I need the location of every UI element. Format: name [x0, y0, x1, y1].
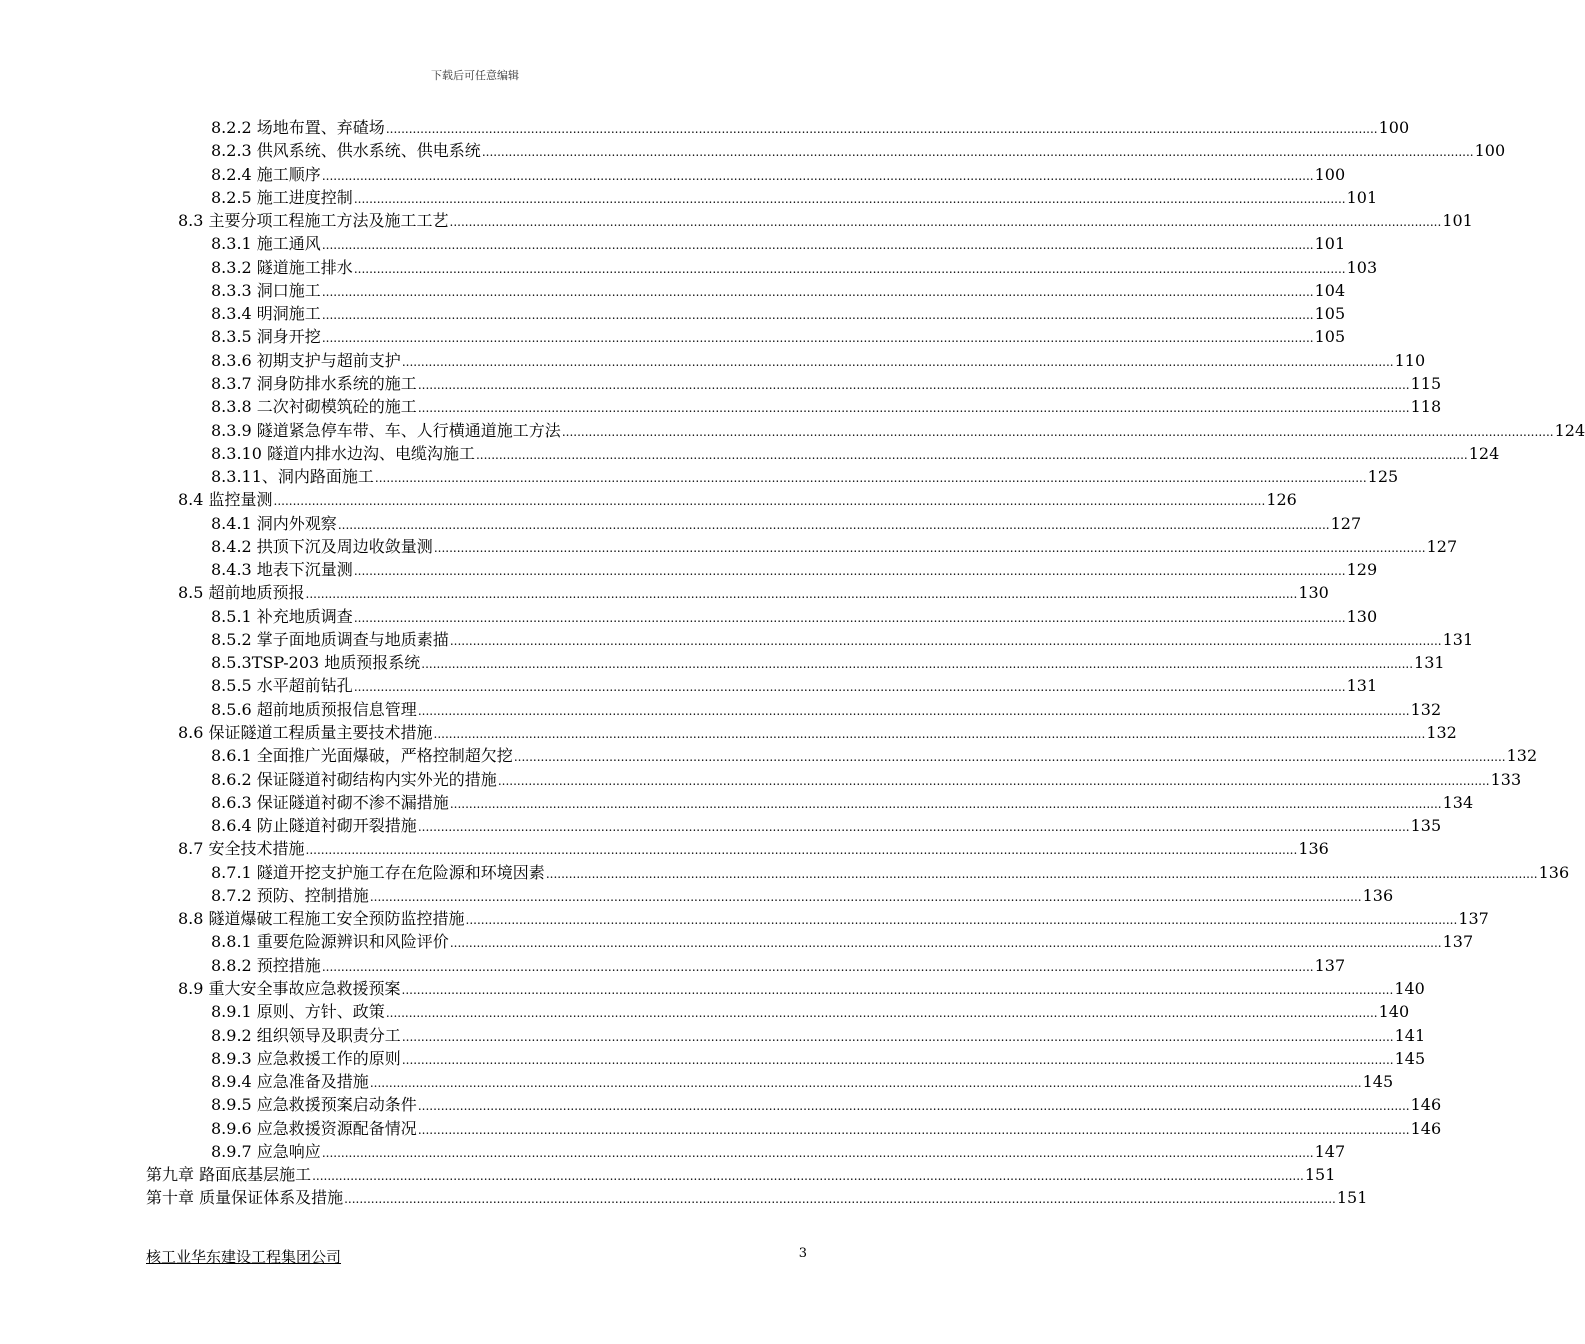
toc-entry-page: 137: [1458, 909, 1489, 928]
toc-entry-page: 100: [1314, 165, 1346, 184]
toc-entry-title: 8.5.3TSP-203 地质预报系统: [211, 653, 421, 672]
toc-entry-title: 8.8.2 预控措施: [211, 956, 321, 975]
toc-entry[interactable]: [211, 302, 1346, 325]
toc-entry-title: 8.9 重大安全事故应急救援预案: [178, 979, 401, 998]
toc-entry-title: 8.2.2 场地布置、弃碴场: [211, 118, 385, 137]
page-header: 下载后可任意编辑: [431, 69, 519, 82]
toc-entry[interactable]: [211, 372, 1442, 395]
toc-entry-title: 8.8.1 重要危险源辨识和风险评价: [211, 932, 449, 951]
toc-entry-page: 126: [1266, 490, 1297, 509]
toc-entry-title: 8.3.7 洞身防排水系统的施工: [211, 374, 417, 393]
toc-entry-title: 8.7.2 预防、控制措施: [211, 886, 369, 905]
toc-entry-page: 131: [1346, 676, 1378, 695]
toc-entry-page: 151: [1304, 1165, 1336, 1184]
toc-entry-page: 140: [1378, 1002, 1410, 1021]
toc-entry-title: 8.9.5 应急救援预案启动条件: [211, 1095, 417, 1114]
toc-entry-page: 132: [1426, 723, 1457, 742]
toc-leader-dots: ....................................................................................................................................................................................................................................................................: [513, 750, 1506, 764]
toc-entry[interactable]: [211, 442, 1500, 465]
toc-leader-dots: ....................................................................................................................................................................................................................................................................: [321, 308, 1314, 322]
toc-leader-dots: ....................................................................................................................................................................................................................................................................: [321, 169, 1314, 183]
toc-entry[interactable]: [211, 698, 1442, 721]
toc-entry-page: 136: [1538, 863, 1570, 882]
toc-entry[interactable]: [211, 1070, 1394, 1093]
toc-entry-title: 8.4 监控量测: [178, 490, 273, 509]
toc-entry[interactable]: [211, 1000, 1410, 1023]
toc-entry-page: 127: [1330, 514, 1362, 533]
toc-leader-dots: ....................................................................................................................................................................................................................................................................: [353, 680, 1346, 694]
toc-entry-page: 124: [1554, 421, 1585, 440]
toc-entry-page: 137: [1442, 932, 1474, 951]
toc-entry-title: 8.9.2 组织领导及职责分工: [211, 1026, 401, 1045]
toc-entry-title: 8.2.4 施工顺序: [211, 165, 321, 184]
toc-entry[interactable]: [211, 558, 1378, 581]
toc-leader-dots: ....................................................................................................................................................................................................................................................................: [401, 983, 1394, 997]
toc-leader-dots: ....................................................................................................................................................................................................................................................................: [401, 355, 1394, 369]
toc-entry-page: 105: [1314, 327, 1346, 346]
toc-leader-dots: ....................................................................................................................................................................................................................................................................: [449, 936, 1442, 950]
toc-entry-title: 8.4.3 地表下沉量测: [211, 560, 353, 579]
footer-company: 核工业华东建设工程集团公司: [146, 1248, 342, 1266]
toc-entry[interactable]: [211, 325, 1346, 348]
toc-leader-dots: ....................................................................................................................................................................................................................................................................: [305, 587, 1298, 601]
toc-entry-title: 8.5.6 超前地质预报信息管理: [211, 700, 417, 719]
toc-leader-dots: ....................................................................................................................................................................................................................................................................: [353, 262, 1346, 276]
toc-entry[interactable]: [211, 884, 1394, 907]
toc-leader-dots: ....................................................................................................................................................................................................................................................................: [321, 238, 1314, 252]
toc-entry-page: 145: [1394, 1049, 1426, 1068]
toc-entry-title: 8.9.7 应急响应: [211, 1142, 321, 1161]
toc-entry-title: 8.6.4 防止隧道衬砌开裂措施: [211, 816, 417, 835]
toc-entry[interactable]: [178, 488, 1297, 511]
toc-entry-title: 第十章 质量保证体系及措施: [146, 1188, 344, 1207]
toc-entry-page: 110: [1394, 351, 1426, 370]
toc-entry-page: 105: [1314, 304, 1346, 323]
toc-entry[interactable]: [211, 744, 1538, 767]
toc-entry[interactable]: [211, 814, 1442, 837]
toc-entry[interactable]: [178, 209, 1473, 232]
toc-entry-page: 141: [1394, 1026, 1426, 1045]
toc-leader-dots: ....................................................................................................................................................................................................................................................................: [321, 1146, 1314, 1160]
toc-leader-dots: ....................................................................................................................................................................................................................................................................: [417, 820, 1410, 834]
toc-entry-page: 104: [1314, 281, 1346, 300]
toc-entry-title: 8.3 主要分项工程施工方法及施工工艺: [178, 211, 449, 230]
toc-entry-title: 8.9.4 应急准备及措施: [211, 1072, 369, 1091]
toc-entry-page: 101: [1442, 211, 1473, 230]
toc-entry-page: 129: [1346, 560, 1378, 579]
toc-entry-title: 8.3.11、洞内路面施工: [211, 467, 374, 486]
toc-entry[interactable]: [211, 651, 1445, 674]
toc-leader-dots: ....................................................................................................................................................................................................................................................................: [433, 541, 1426, 555]
toc-entry-page: 140: [1394, 979, 1425, 998]
toc-entry[interactable]: [211, 116, 1410, 139]
toc-entry-page: 136: [1362, 886, 1394, 905]
toc-entry-title: 8.3.1 施工通风: [211, 234, 321, 253]
toc-entry-page: 145: [1362, 1072, 1394, 1091]
toc-leader-dots: ....................................................................................................................................................................................................................................................................: [481, 145, 1474, 159]
toc-leader-dots: ....................................................................................................................................................................................................................................................................: [385, 1006, 1378, 1020]
toc-entry[interactable]: [211, 768, 1522, 791]
toc-entry-title: 8.3.5 洞身开挖: [211, 327, 321, 346]
toc-leader-dots: ....................................................................................................................................................................................................................................................................: [312, 1169, 1304, 1183]
toc-entry[interactable]: [211, 395, 1442, 418]
toc-entry-page: 127: [1426, 537, 1458, 556]
toc-entry-page: 125: [1367, 467, 1399, 486]
toc-entry-page: 135: [1410, 816, 1442, 835]
toc-leader-dots: ....................................................................................................................................................................................................................................................................: [374, 471, 1367, 485]
toc-entry-title: 8.3.3 洞口施工: [211, 281, 321, 300]
toc-entry[interactable]: [211, 954, 1346, 977]
toc-entry[interactable]: [211, 512, 1362, 535]
toc-leader-dots: ....................................................................................................................................................................................................................................................................: [497, 774, 1490, 788]
toc-entry-title: 第九章 路面底基层施工: [146, 1165, 312, 1184]
toc-entry-page: 115: [1410, 374, 1442, 393]
toc-entry-page: 132: [1506, 746, 1538, 765]
toc-entry[interactable]: [146, 1186, 1368, 1209]
toc-entry-page: 146: [1410, 1095, 1442, 1114]
toc-leader-dots: ....................................................................................................................................................................................................................................................................: [545, 867, 1538, 881]
toc-entry[interactable]: [178, 907, 1489, 930]
toc-leader-dots: ....................................................................................................................................................................................................................................................................: [273, 494, 1266, 508]
toc-entry-title: 8.6.2 保证隧道衬砌结构内实外光的措施: [211, 770, 497, 789]
toc-leader-dots: ....................................................................................................................................................................................................................................................................: [385, 122, 1378, 136]
toc-entry-page: 136: [1298, 839, 1329, 858]
toc-entry-page: 146: [1410, 1119, 1442, 1138]
toc-entry-title: 8.5.2 掌子面地质调查与地质素描: [211, 630, 449, 649]
toc-entry-title: 8.4.2 拱顶下沉及周边收敛量测: [211, 537, 433, 556]
toc-leader-dots: ....................................................................................................................................................................................................................................................................: [449, 634, 1442, 648]
toc-leader-dots: ....................................................................................................................................................................................................................................................................: [465, 913, 1458, 927]
toc-entry-title: 8.3.2 隧道施工排水: [211, 258, 353, 277]
toc-leader-dots: ....................................................................................................................................................................................................................................................................: [369, 890, 1362, 904]
toc-entry-page: 101: [1314, 234, 1346, 253]
toc-entry[interactable]: [211, 1024, 1426, 1047]
toc-entry-title: 8.6.1 全面推广光面爆破，严格控制超欠挖: [211, 746, 513, 765]
toc-entry-title: 8.5.1 补充地质调查: [211, 607, 353, 626]
toc-entry-page: 134: [1442, 793, 1474, 812]
toc-entry[interactable]: [178, 977, 1425, 1000]
toc-leader-dots: ....................................................................................................................................................................................................................................................................: [417, 1123, 1410, 1137]
toc-entry-page: 131: [1442, 630, 1474, 649]
toc-entry-title: 8.7.1 隧道开挖支护施工存在危险源和环境因素: [211, 863, 545, 882]
toc-leader-dots: ....................................................................................................................................................................................................................................................................: [417, 704, 1410, 718]
toc-entry[interactable]: [211, 1047, 1426, 1070]
toc-leader-dots: ....................................................................................................................................................................................................................................................................: [417, 378, 1410, 392]
toc-leader-dots: ....................................................................................................................................................................................................................................................................: [353, 192, 1346, 206]
toc-entry[interactable]: [211, 930, 1474, 953]
toc-entry-title: 8.6 保证隧道工程质量主要技术措施: [178, 723, 433, 742]
toc-leader-dots: ....................................................................................................................................................................................................................................................................: [417, 401, 1410, 415]
toc-entry-page: 118: [1410, 397, 1442, 416]
toc-entry-page: 100: [1378, 118, 1410, 137]
toc-entry-page: 151: [1336, 1188, 1368, 1207]
toc-entry-page: 133: [1490, 770, 1522, 789]
toc-leader-dots: ....................................................................................................................................................................................................................................................................: [337, 518, 1330, 532]
toc-entry-page: 100: [1474, 141, 1506, 160]
toc-leader-dots: ....................................................................................................................................................................................................................................................................: [433, 727, 1426, 741]
toc-entry-page: 103: [1346, 258, 1378, 277]
toc-entry[interactable]: [211, 1140, 1346, 1163]
toc-entry-page: 101: [1346, 188, 1378, 207]
toc-leader-dots: ....................................................................................................................................................................................................................................................................: [401, 1030, 1394, 1044]
toc-entry[interactable]: [211, 791, 1474, 814]
toc-entry[interactable]: [211, 279, 1346, 302]
footer-page-number: 3: [798, 1246, 807, 1261]
toc-entry[interactable]: [211, 861, 1570, 884]
toc-entry-page: 124: [1468, 444, 1500, 463]
toc-leader-dots: ....................................................................................................................................................................................................................................................................: [369, 1076, 1362, 1090]
toc-entry-title: 8.6.3 保证隧道衬砌不渗不漏措施: [211, 793, 449, 812]
toc-entry-title: 8.3.6 初期支护与超前支护: [211, 351, 401, 370]
toc-entry-title: 8.7 安全技术措施: [178, 839, 305, 858]
toc-entry-page: 137: [1314, 956, 1346, 975]
toc-leader-dots: ....................................................................................................................................................................................................................................................................: [321, 960, 1314, 974]
toc-entry[interactable]: [211, 1117, 1442, 1140]
toc-entry-title: 8.5 超前地质预报: [178, 583, 305, 602]
toc-entry-title: 8.3.9 隧道紧急停车带、车、人行横通道施工方法: [211, 421, 561, 440]
toc-entry-title: 8.3.8 二次衬砌模筑砼的施工: [211, 397, 417, 416]
toc-entry-title: 8.5.5 水平超前钻孔: [211, 676, 353, 695]
toc-entry[interactable]: [211, 1093, 1442, 1116]
toc-entry-page: 132: [1410, 700, 1442, 719]
toc-leader-dots: ....................................................................................................................................................................................................................................................................: [321, 285, 1314, 299]
toc-entry[interactable]: [146, 1163, 1336, 1186]
toc-entry-title: 8.9.6 应急救援资源配备情况: [211, 1119, 417, 1138]
toc-entry-title: 8.4.1 洞内外观察: [211, 514, 337, 533]
toc-entry[interactable]: [211, 465, 1399, 488]
toc-leader-dots: ....................................................................................................................................................................................................................................................................: [401, 1053, 1394, 1067]
toc-entry-title: 8.3.10 隧道内排水边沟、电缆沟施工: [211, 444, 475, 463]
toc-entry[interactable]: [211, 349, 1426, 372]
toc-entry[interactable]: [211, 256, 1378, 279]
toc-leader-dots: ....................................................................................................................................................................................................................................................................: [475, 448, 1468, 462]
toc-entry[interactable]: [211, 232, 1346, 255]
toc-entry[interactable]: [211, 535, 1458, 558]
toc-entry-title: 8.8 隧道爆破工程施工安全预防监控措施: [178, 909, 465, 928]
toc-entry-page: 147: [1314, 1142, 1346, 1161]
toc-entry[interactable]: [178, 721, 1457, 744]
toc-entry-page: 131: [1414, 653, 1445, 672]
toc-leader-dots: ....................................................................................................................................................................................................................................................................: [561, 425, 1554, 439]
toc-leader-dots: ....................................................................................................................................................................................................................................................................: [417, 1099, 1410, 1113]
toc-entry[interactable]: [178, 581, 1329, 604]
toc-entry-title: 8.9.1 原则、方针、政策: [211, 1002, 385, 1021]
toc-leader-dots: ....................................................................................................................................................................................................................................................................: [421, 657, 1414, 671]
toc-entry[interactable]: [211, 419, 1585, 442]
toc-entry-page: 130: [1298, 583, 1329, 602]
toc-entry[interactable]: [211, 674, 1378, 697]
toc-leader-dots: ....................................................................................................................................................................................................................................................................: [353, 611, 1346, 625]
toc-leader-dots: ....................................................................................................................................................................................................................................................................: [321, 331, 1314, 345]
toc-entry-title: 8.9.3 应急救援工作的原则: [211, 1049, 401, 1068]
toc-entry[interactable]: [211, 628, 1474, 651]
toc-leader-dots: ....................................................................................................................................................................................................................................................................: [353, 564, 1346, 578]
toc-entry[interactable]: [211, 186, 1378, 209]
toc-entry[interactable]: [211, 139, 1506, 162]
toc-entry[interactable]: [211, 605, 1378, 628]
toc-leader-dots: ....................................................................................................................................................................................................................................................................: [449, 215, 1442, 229]
toc-leader-dots: ....................................................................................................................................................................................................................................................................: [344, 1192, 1336, 1206]
toc-entry-title: 8.2.3 供风系统、供水系统、供电系统: [211, 141, 481, 160]
toc-leader-dots: ....................................................................................................................................................................................................................................................................: [305, 843, 1298, 857]
toc-entry-title: 8.3.4 明洞施工: [211, 304, 321, 323]
toc-entry[interactable]: [178, 837, 1329, 860]
toc-entry[interactable]: [211, 163, 1346, 186]
toc-entry-page: 130: [1346, 607, 1378, 626]
toc-leader-dots: ....................................................................................................................................................................................................................................................................: [449, 797, 1442, 811]
toc-entry-title: 8.2.5 施工进度控制: [211, 188, 353, 207]
